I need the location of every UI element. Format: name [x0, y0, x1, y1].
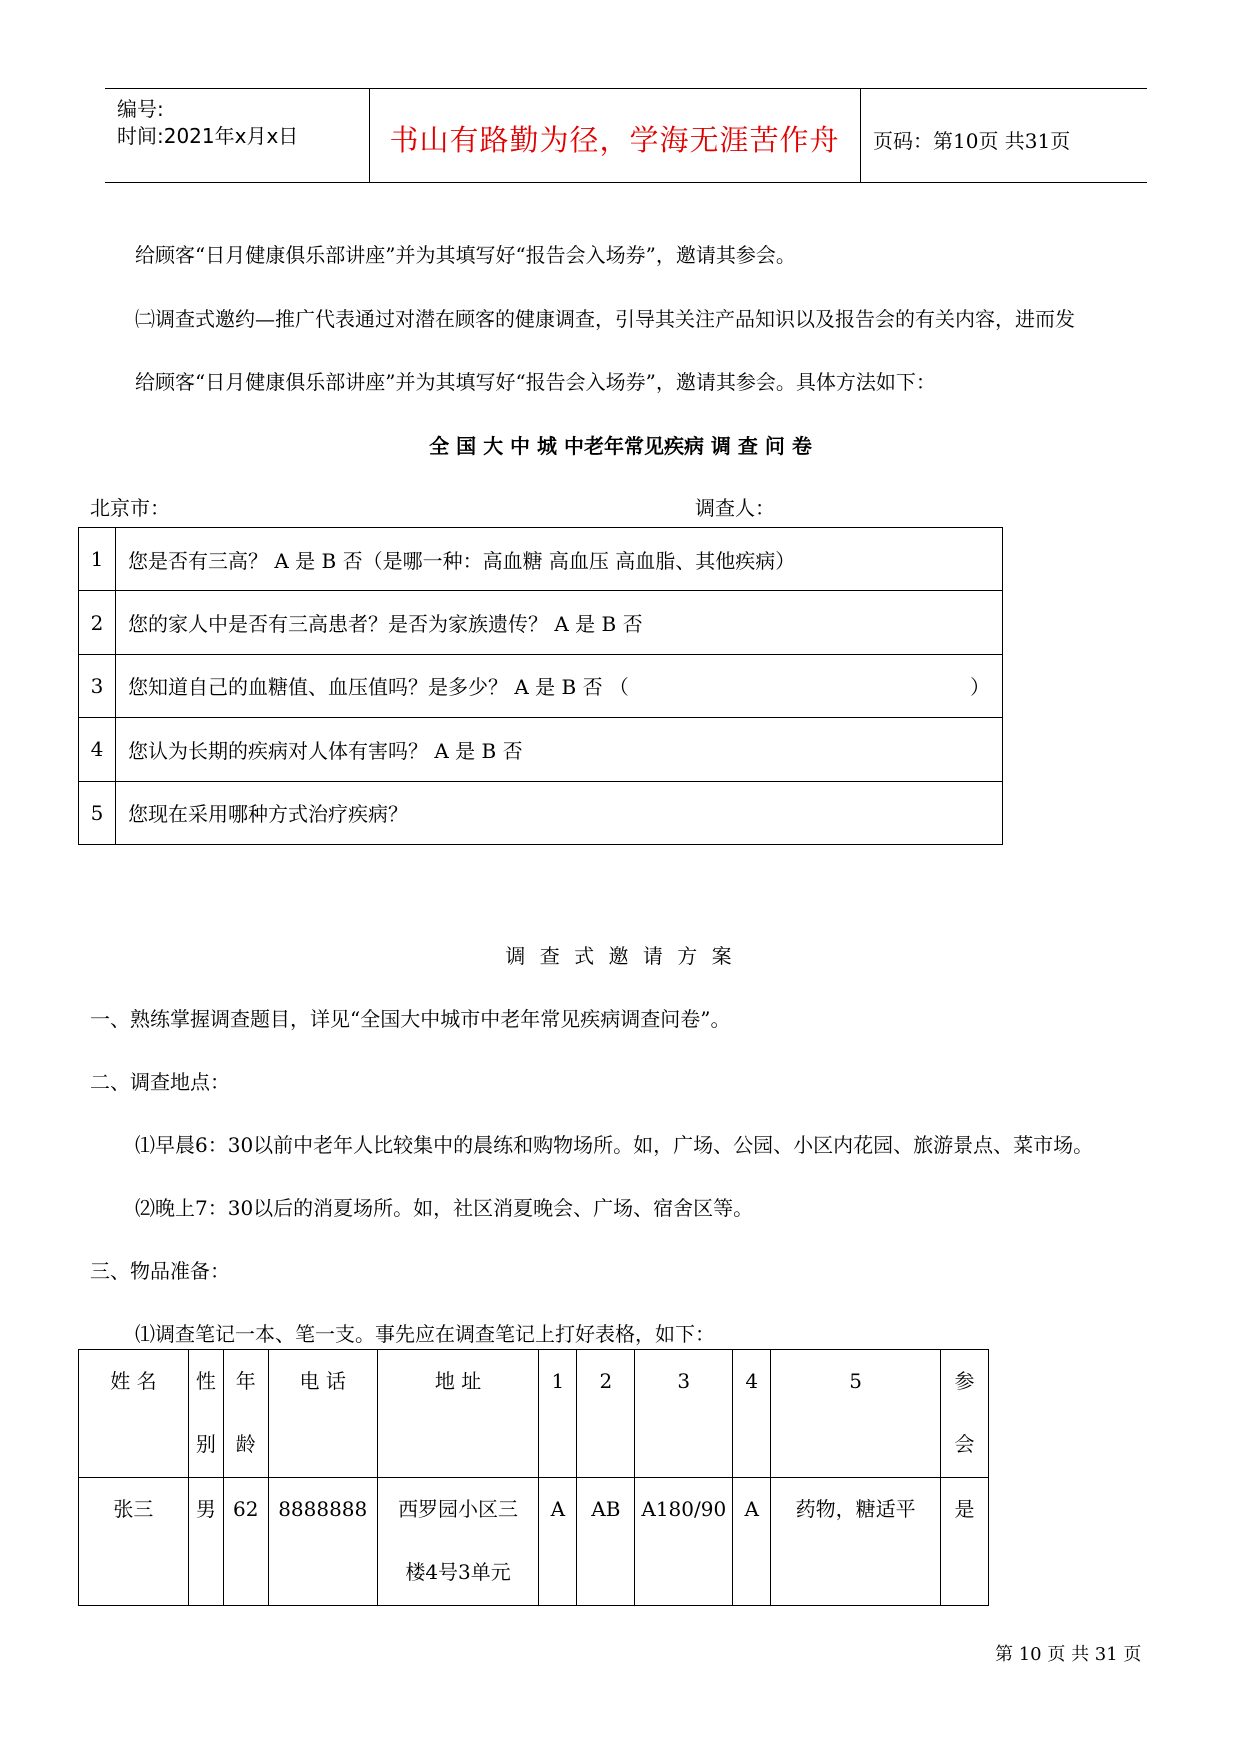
survey-row-number: 1: [79, 528, 116, 591]
record-header-cell-text: 1: [551, 1369, 565, 1393]
record-header-cell-text: 年: [235, 1369, 256, 1393]
record-data-cell: [635, 1478, 733, 1606]
record-header-cell: [188, 1350, 223, 1478]
record-header-cell: [733, 1350, 771, 1478]
record-header-cell: [577, 1350, 635, 1478]
intro-line-3: 给顾客“日月健康俱乐部讲座”并为其填写好“报告会入场券”，邀请其参会。具体方法如下：: [135, 370, 936, 394]
record-header-cell-text: 会: [954, 1432, 975, 1456]
plan-section-1: 一、熟练掌握调查题目，详见“全国大中城市中老年常见疾病调查问卷”。: [90, 1007, 731, 1031]
plan-section-2-item-1: ⑴早晨6：30以前中老年人比较集中的晨练和购物场所。如，广场、公园、小区内花园、旅游景点、菜市场。: [135, 1133, 1094, 1157]
record-data-cell: [223, 1478, 268, 1606]
record-header-cell: [635, 1350, 733, 1478]
record-header-cell: [539, 1350, 577, 1478]
record-data-cell-text: A180/90: [641, 1497, 727, 1521]
intro-line-1: 给顾客“日月健康俱乐部讲座”并为其填写好“报告会入场券”，邀请其参会。: [135, 243, 796, 267]
header-motto: 书山有路勤为径，学海无涯苦作舟: [389, 123, 840, 157]
record-data-cell-text: 药物，糖适平: [795, 1497, 916, 1521]
record-header-cell-text: 龄: [235, 1432, 256, 1456]
record-data-cell-text: 楼4号3单元: [405, 1560, 511, 1584]
survey-table: [78, 527, 1003, 845]
record-data-cell-text: 男: [195, 1497, 216, 1521]
plan-section-2-item-2: ⑵晚上7：30以后的消夏场所。如，社区消夏晚会、广场、宿舍区等。: [135, 1196, 754, 1220]
record-header-cell-text: 2: [599, 1369, 613, 1393]
record-header-cell: [940, 1350, 988, 1478]
survey-question: 您认为长期的疾病对人体有害吗？ A 是 B 否: [128, 738, 523, 763]
survey-question: 您的家人中是否有三高患者？是否为家族遗传？ A 是 B 否: [128, 612, 643, 637]
record-header-cell-text: 性: [195, 1369, 216, 1393]
record-header-cell: [223, 1350, 268, 1478]
survey-row-number: 3: [79, 654, 116, 717]
survey-answer-bracket-close: ）: [970, 675, 990, 700]
survey-question: 您是否有三高？ A 是 B 否（是哪一种：高血糖 高血压 高血脂、其他疾病）: [128, 548, 796, 573]
plan-section-2: 二、调查地点：: [90, 1070, 230, 1094]
record-header-cell-text: 5: [849, 1369, 862, 1393]
record-data-cell-text: 62: [233, 1497, 259, 1521]
survey-title: 全 国 大 中 城 中老年常见疾病 调 查 问 卷: [429, 434, 812, 458]
record-data-cell-text: 8888888: [278, 1497, 368, 1521]
record-header-row: [79, 1350, 989, 1478]
record-header-cell: [771, 1350, 941, 1478]
record-data-cell: [79, 1478, 189, 1606]
record-data-cell: [577, 1478, 635, 1606]
record-data-cell: [733, 1478, 771, 1606]
header-top-rule: [105, 88, 1147, 89]
survey-city-label: 北京市：: [90, 496, 170, 520]
record-header-cell-text: 电 话: [299, 1369, 346, 1393]
record-data-cell: [940, 1478, 988, 1606]
record-data-cell-text: AB: [591, 1497, 621, 1521]
record-header-cell-text: 参: [954, 1369, 975, 1393]
intro-line-2: ㈡调查式邀约—推广代表通过对潜在顾客的健康调查，引导其关注产品知识以及报告会的有关内容，进而发: [135, 307, 1075, 331]
survey-row-question-cell: [116, 718, 1003, 781]
record-data-cell: [539, 1478, 577, 1606]
header-time-label: 时间:2021年x月x日: [117, 124, 299, 148]
record-data-cell: [188, 1478, 223, 1606]
survey-question: 您知道自己的血糖值、血压值吗？是多少？ A 是 B 否 （: [128, 675, 629, 700]
plan-title: 调 查 式 邀 请 方 案: [505, 944, 736, 968]
record-data-cell-text: A: [550, 1497, 566, 1521]
plan-section-3-item-1: ⑴调查笔记一本、笔一支。事先应在调查笔记上打好表格，如下：: [135, 1322, 715, 1346]
survey-row: [79, 591, 1003, 654]
record-data-cell-text: 是: [954, 1497, 975, 1521]
survey-question: 您现在采用哪种方式治疗疾病？: [128, 802, 408, 827]
record-header-cell-text: 别: [195, 1432, 216, 1456]
survey-row-question-cell: [116, 781, 1003, 844]
record-header-cell: [268, 1350, 377, 1478]
header-page-info: 页码：第10页 共31页: [873, 129, 1071, 153]
plan-section-3: 三、物品准备：: [90, 1259, 230, 1283]
survey-row: [79, 781, 1003, 844]
record-data-row: [79, 1478, 989, 1606]
record-header-cell-text: 地 址: [434, 1369, 482, 1393]
record-header-cell: [79, 1350, 189, 1478]
survey-row-question-cell: [116, 654, 1003, 717]
header-bottom-rule: [105, 182, 1147, 183]
record-data-cell-text: A: [744, 1497, 759, 1521]
record-table: [78, 1349, 989, 1606]
record-data-cell-text: 张三: [113, 1497, 154, 1521]
header-divider-right: [860, 88, 861, 183]
survey-row-number: 2: [79, 591, 116, 654]
record-header-cell-text: 姓 名: [110, 1369, 157, 1393]
record-data-cell: [377, 1478, 539, 1606]
record-header-cell-text: 3: [677, 1369, 691, 1393]
footer-page-info: 第 10 页 共 31 页: [995, 1644, 1142, 1665]
record-data-cell: [268, 1478, 377, 1606]
record-data-cell-text: 西罗园小区三: [398, 1497, 519, 1521]
survey-row: [79, 654, 1003, 717]
survey-row-number: 4: [79, 718, 116, 781]
survey-row-question-cell: [116, 591, 1003, 654]
survey-surveyor-label: 调查人：: [695, 496, 775, 520]
survey-row: [79, 718, 1003, 781]
survey-row: [79, 528, 1003, 591]
survey-row-number: 5: [79, 781, 116, 844]
record-header-cell-text: 4: [745, 1369, 759, 1393]
survey-row-question-cell: [116, 528, 1003, 591]
record-data-cell: [771, 1478, 941, 1606]
record-header-cell: [377, 1350, 539, 1478]
header-number-label: 编号:: [117, 97, 164, 121]
